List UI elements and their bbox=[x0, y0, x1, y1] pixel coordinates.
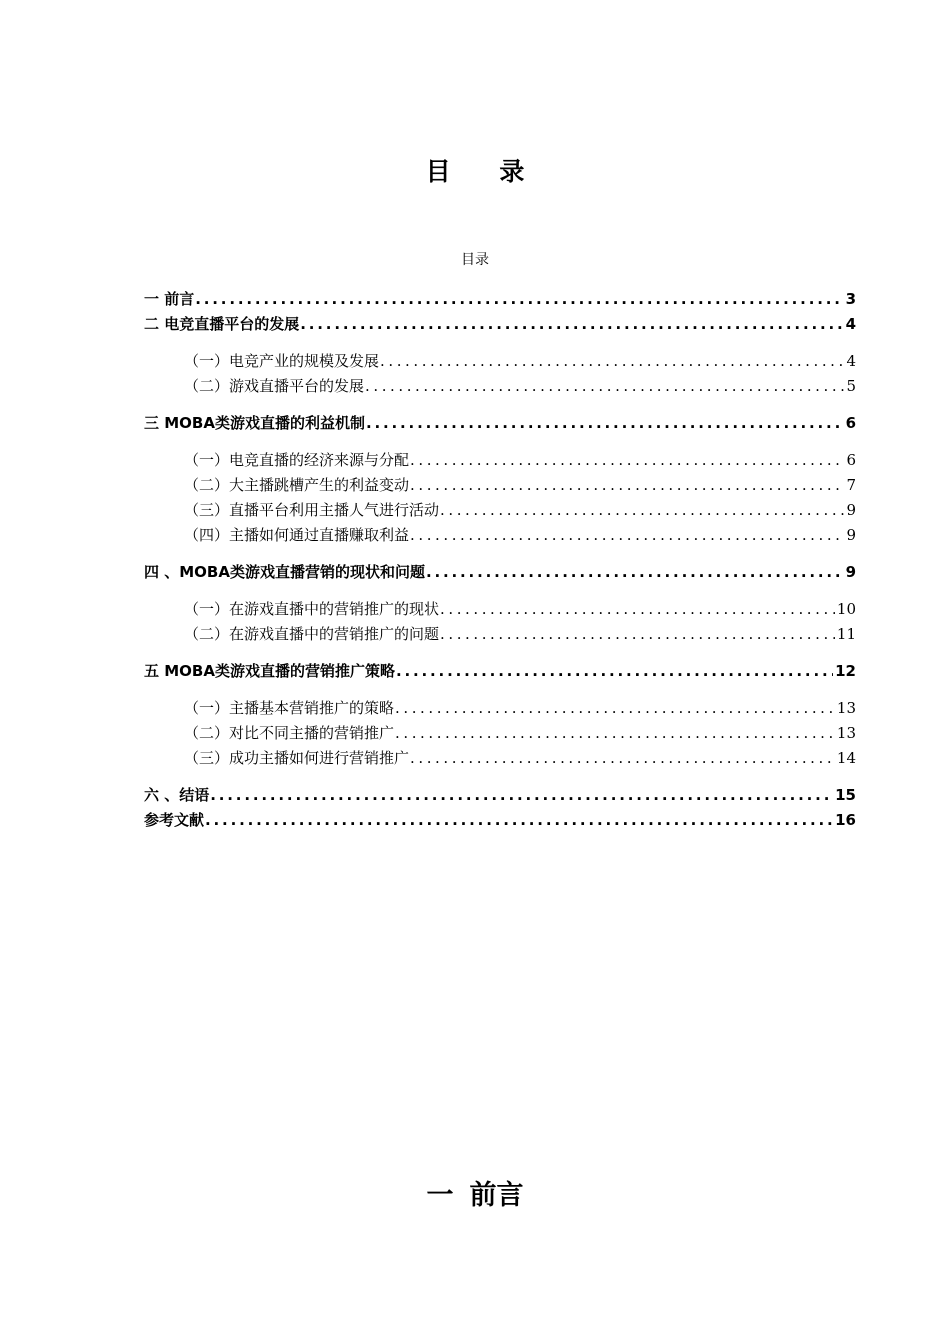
toc-entry-label: （一）主播基本营销推广的策略 bbox=[184, 699, 395, 717]
toc-entry-chapter[interactable] bbox=[144, 560, 856, 585]
toc-entry-label: 参考文献 bbox=[144, 811, 205, 829]
toc-leader-dots bbox=[395, 721, 835, 746]
toc-subtitle: 目录 bbox=[461, 252, 489, 268]
toc-leader-dots bbox=[300, 312, 843, 337]
toc-entry-chapter[interactable] bbox=[144, 312, 856, 337]
toc-entry-page-number: 9 bbox=[845, 563, 856, 581]
toc-leader-dots bbox=[410, 523, 844, 548]
toc-leader-dots bbox=[380, 349, 844, 374]
toc-entry-label: 一 前言 bbox=[144, 290, 195, 308]
chapter-heading bbox=[0, 1176, 950, 1216]
toc-leader-dots bbox=[365, 374, 844, 399]
toc-entry-section[interactable] bbox=[144, 374, 856, 399]
toc-entry-page-number: 9 bbox=[846, 501, 856, 519]
toc-entry-page-number: 10 bbox=[836, 600, 856, 618]
toc-leader-dots bbox=[440, 498, 844, 523]
toc-entry-label: （四）主播如何通过直播赚取利益 bbox=[184, 526, 410, 544]
toc-entry-label: （一）在游戏直播中的营销推广的现状 bbox=[184, 600, 440, 618]
toc-leader-dots bbox=[440, 597, 835, 622]
toc-entry-section[interactable] bbox=[144, 622, 856, 647]
toc-entry-section[interactable] bbox=[144, 349, 856, 374]
toc-leader-dots bbox=[426, 560, 844, 585]
toc-entry-chapter[interactable] bbox=[144, 783, 856, 808]
toc-entry-label: （三）成功主播如何进行营销推广 bbox=[184, 749, 410, 767]
toc-entry-section[interactable] bbox=[144, 696, 856, 721]
toc-entry-page-number: 4 bbox=[845, 315, 856, 333]
toc-entry-section[interactable] bbox=[144, 597, 856, 622]
toc-entry-label: （一）电竞直播的经济来源与分配 bbox=[184, 451, 410, 469]
toc-entry-label: 二 电竞直播平台的发展 bbox=[144, 315, 300, 333]
toc-entry-label: 六 、结语 bbox=[144, 786, 210, 804]
toc-entry-page-number: 13 bbox=[836, 724, 856, 742]
toc-leader-dots bbox=[440, 622, 835, 647]
toc-entry-page-number: 4 bbox=[846, 352, 856, 370]
toc-entry-chapter[interactable] bbox=[144, 411, 856, 436]
toc-entry-page-number: 6 bbox=[846, 451, 856, 469]
toc-entry-page-number: 11 bbox=[836, 625, 856, 643]
toc-entry-chapter[interactable] bbox=[144, 287, 856, 312]
toc-entry-section[interactable] bbox=[144, 746, 856, 771]
toc-entry-chapter[interactable] bbox=[144, 659, 856, 684]
toc-leader-dots bbox=[366, 411, 844, 436]
toc-entry-label: （三）直播平台利用主播人气进行活动 bbox=[184, 501, 440, 519]
toc-entry-label: （二）在游戏直播中的营销推广的问题 bbox=[184, 625, 440, 643]
toc-entry-label: （一）电竞产业的规模及发展 bbox=[184, 352, 380, 370]
toc-entry-page-number: 7 bbox=[846, 476, 856, 494]
toc-leader-dots bbox=[410, 473, 844, 498]
chapter-title: 前言 bbox=[469, 1180, 524, 1211]
toc-entry-label: （二）游戏直播平台的发展 bbox=[184, 377, 365, 395]
page-title: 目 录 bbox=[425, 157, 545, 186]
table-of-contents bbox=[144, 287, 856, 833]
toc-entry-page-number: 3 bbox=[845, 290, 856, 308]
toc-entry-section[interactable] bbox=[144, 721, 856, 746]
toc-entry-page-number: 12 bbox=[835, 662, 856, 680]
toc-entry-label: （二）对比不同主播的营销推广 bbox=[184, 724, 395, 742]
toc-entry-label: 四 、MOBA类游戏直播营销的现状和问题 bbox=[144, 563, 425, 581]
toc-leader-dots bbox=[210, 783, 833, 808]
toc-leader-dots bbox=[195, 287, 843, 312]
toc-entry-chapter[interactable] bbox=[144, 808, 856, 833]
chapter-number: 一 bbox=[426, 1180, 454, 1211]
toc-leader-dots bbox=[395, 696, 835, 721]
toc-entry-label: （二）大主播跳槽产生的利益变动 bbox=[184, 476, 410, 494]
toc-entry-section[interactable] bbox=[144, 523, 856, 548]
toc-leader-dots bbox=[410, 448, 844, 473]
toc-entry-page-number: 5 bbox=[846, 377, 856, 395]
toc-leader-dots bbox=[205, 808, 833, 833]
toc-entry-label: 五 MOBA类游戏直播的营销推广策略 bbox=[144, 662, 395, 680]
toc-entry-section[interactable] bbox=[144, 473, 856, 498]
toc-entry-section[interactable] bbox=[144, 498, 856, 523]
toc-entry-section[interactable] bbox=[144, 448, 856, 473]
toc-entry-page-number: 15 bbox=[835, 786, 856, 804]
toc-entry-page-number: 9 bbox=[846, 526, 856, 544]
toc-leader-dots bbox=[410, 746, 835, 771]
toc-entry-page-number: 6 bbox=[845, 414, 856, 432]
toc-entry-page-number: 14 bbox=[836, 749, 856, 767]
toc-entry-page-number: 16 bbox=[835, 811, 856, 829]
toc-entry-label: 三 MOBA类游戏直播的利益机制 bbox=[144, 414, 365, 432]
toc-leader-dots bbox=[396, 659, 833, 684]
toc-entry-page-number: 13 bbox=[836, 699, 856, 717]
